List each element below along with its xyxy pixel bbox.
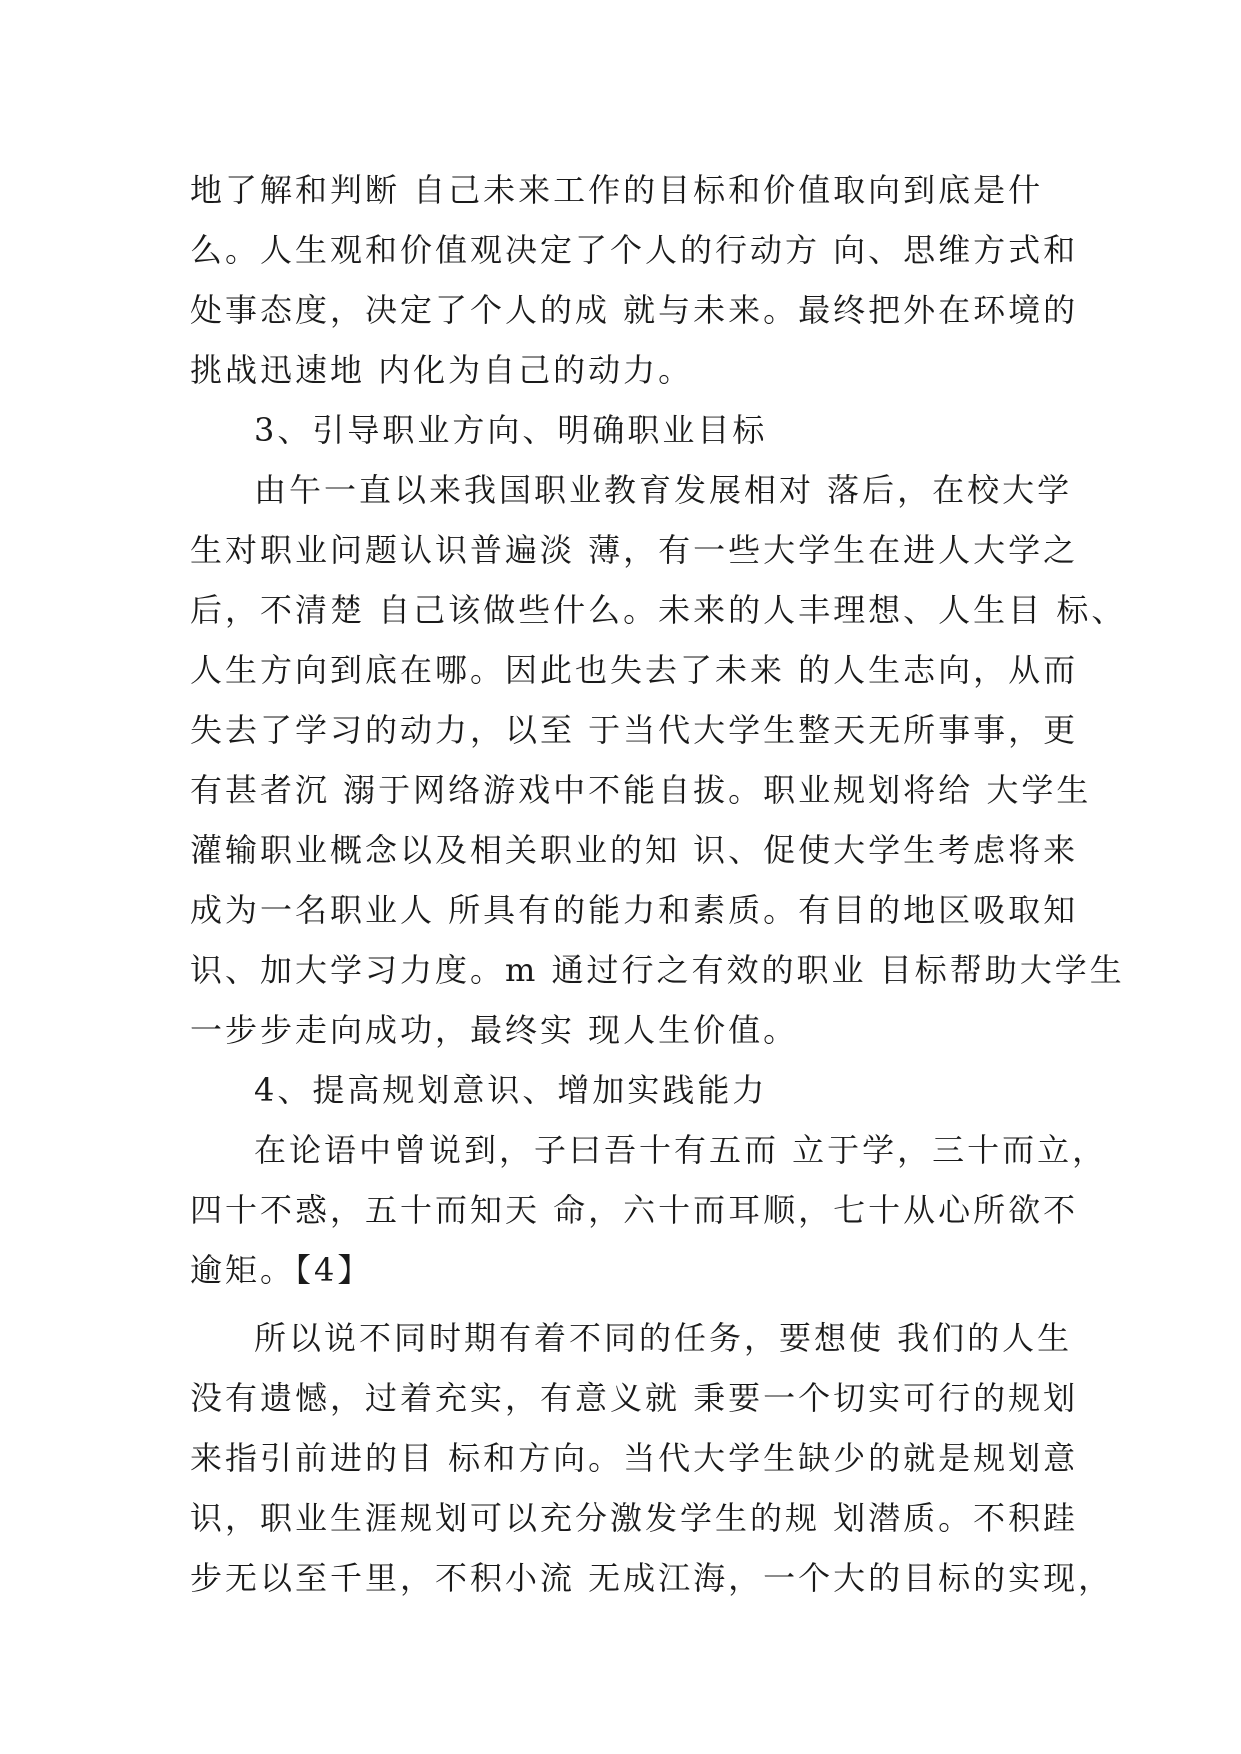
text-line: 人生方向到底在哪。因此也失去了未来 的人生志向，从而 <box>190 651 1079 689</box>
text-line: 识，职业生涯规划可以充分激发学生的规 划潜质。不积跬 <box>190 1499 1079 1537</box>
text-line: 灌输职业概念以及相关职业的知 识、促使大学生考虑将来 <box>190 831 1079 869</box>
text-line: 挑战迅速地 内化为自己的动力。 <box>190 351 694 389</box>
text-line: 四十不惑，五十而知天 命，六十而耳顺，七十从心所欲不 <box>190 1191 1079 1229</box>
text-line: 有甚者沉 溺于网络游戏中不能自拔。职业规划将给 大学生 <box>190 771 1092 809</box>
text-line: 失去了学习的动力，以至 于当代大学生整天无所事事，更 <box>190 711 1079 749</box>
text-line: 没有遗憾，过着充实，有意义就 秉要一个切实可行的规划 <box>190 1379 1079 1417</box>
text-line: 后，不清楚 自己该做些什么。未来的人丰理想、人生目 标、 <box>190 591 1127 629</box>
section-heading: 3、引导职业方向、明确职业目标 <box>254 411 768 449</box>
text-line: 成为一名职业人 所具有的能力和素质。有目的地区吸取知 <box>190 891 1079 929</box>
document-body <box>190 160 1127 1608</box>
section-heading: 4、提高规划意识、增加实践能力 <box>254 1071 768 1109</box>
text-line: 么。人生观和价值观决定了个人的行动方 向、思维方式和 <box>190 231 1079 269</box>
paragraph-first-line: 由午一直以来我国职业教育发展相对 落后，在校大学 <box>254 471 1073 509</box>
paragraph-first-line: 在论语中曾说到，子曰吾十有五而 立于学，三十而立， <box>254 1131 1108 1169</box>
text-line: 识、加大学习力度。m 通过行之有效的职业 目标帮助大学生 <box>190 951 1125 989</box>
text-line: 逾矩。【4】 <box>190 1251 373 1289</box>
text-line: 地了解和判断 自己未来工作的目标和价值取向到底是什 <box>190 171 1044 209</box>
text-line: 处事态度，决定了个人的成 就与未来。最终把外在环境的 <box>190 291 1079 329</box>
text-line: 生对职业问题认识普遍淡 薄，有一些大学生在进人大学之 <box>190 531 1079 569</box>
text-line: 来指引前进的目 标和方向。当代大学生缺少的就是规划意 <box>190 1439 1079 1477</box>
paragraph-first-line: 所以说不同时期有着不同的任务，要想使 我们的人生 <box>254 1319 1073 1357</box>
text-line: 一步步走向成功，最终实 现人生价值。 <box>190 1011 799 1049</box>
paragraph-gap <box>190 1300 1060 1308</box>
text-line: 步无以至千里，不积小流 无成江海，一个大的目标的实现， <box>190 1559 1114 1597</box>
